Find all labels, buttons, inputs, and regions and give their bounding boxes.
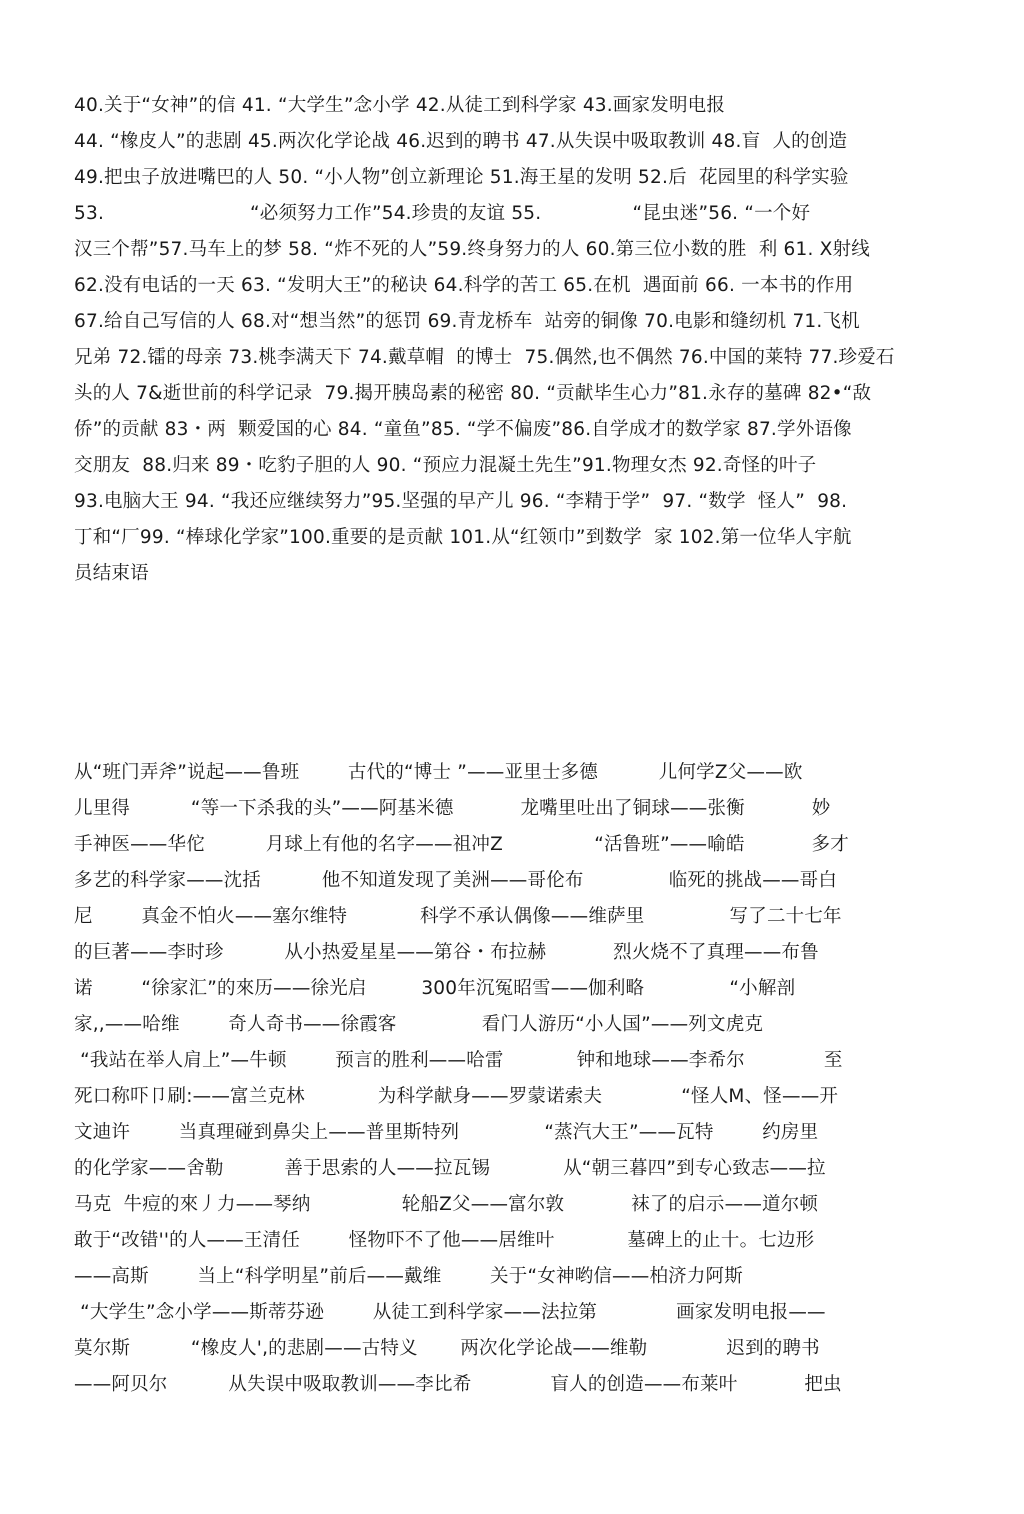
toc-line: 44. “橡皮人”的悲剧 45.两次化学论战 46.迟到的聘书 47.从失误中吸取教训 48.盲 人的创造 xyxy=(74,131,848,152)
toc-line: 侨”的贡献 83・两 颗爱国的心 84. “童鱼”85. “学不偏废”86.自学成才的数学家 87.学外语像 xyxy=(74,419,852,440)
story-line: 莫尔斯 “橡皮人',的悲剧——古特义 两次化学论战——维勒 迟到的聘书 xyxy=(74,1338,820,1359)
toc-line: 丁和“厂99. “棒球化学家”100.重要的是贡献 101.从“红领巾”到数学 家 102.第一位华人宇航 xyxy=(74,527,852,548)
toc-line: 兄弟 72.镭的母亲 73.桃李满天下 74.戴草帽 的博士 75.偶然,也不偶然 76.中国的莱特 77.珍爱石 xyxy=(74,347,895,368)
story-line: 手神医——华佗 月球上有他的名字——祖冲Z “活鲁班”——喻皓 多才 xyxy=(74,834,849,855)
story-line: 家,,——哈维 奇人奇书——徐霞客 看门人游历“小人国”——列文虎克 xyxy=(74,1014,764,1035)
toc-line: 头的人 7&逝世前的科学记录 79.揭开胰岛素的秘密 80. “贡献毕生心力”81.永存的墓碑 82•“敌 xyxy=(74,383,872,404)
toc-line: 53. “必须努力工作”54.珍贵的友谊 55. “昆虫迷”56. “一个好 xyxy=(74,203,811,224)
story-line: 文迪许 当真理碰到鼻尖上——普里斯特列 “蒸汽大王”——瓦特 约房里 xyxy=(74,1122,819,1143)
story-line: ——高斯 当上“科学明星”前后——戴维 关于“女神哟信——柏济力阿斯 xyxy=(74,1266,743,1287)
scientist-story-list xyxy=(74,755,954,1403)
story-line: 的化学家——舍勒 善于思索的人——拉瓦锡 从“朝三暮四”到专心致志——拉 xyxy=(74,1158,826,1179)
story-line: 死口称吓卩刷:——富兰克林 为科学献身——罗蒙诺索夫 “怪人M、怪——开 xyxy=(74,1086,839,1107)
story-line: 儿里得 “等一下杀我的头”——阿基米德 龙嘴里吐出了铜球——张衡 妙 xyxy=(74,798,831,819)
story-line: “大学生”念小学——斯蒂芬逊 从徒工到科学家——法拉第 画家发明电报—— xyxy=(74,1302,826,1323)
story-line: 诺 “徐家汇”的來历——徐光启 300年沉冤昭雪——伽利略 “小解剖 xyxy=(74,978,796,999)
toc-line: 49.把虫子放进嘴巴的人 50. “小人物”创立新理论 51.海王星的发明 52.后 花园里的科学实验 xyxy=(74,167,849,188)
toc-line: 员结束语 xyxy=(74,563,149,584)
story-line: 敢于“改错''的人——王清任 怪物吓不了他——居维叶 墓碑上的止十。七边形 xyxy=(74,1230,815,1251)
story-line: 马克 牛痘的來丿力——琴纳 轮船Z父——富尔敦 袜了的启示——道尔顿 xyxy=(74,1194,819,1215)
toc-line: 67.给自己写信的人 68.对“想当然”的惩罚 69.青龙桥车 站旁的铜像 70.电影和缝纫机 71.飞机 xyxy=(74,311,860,332)
story-line: “我站在举人肩上”—牛顿 预言的胜利——哈雷 钟和地球——李希尔 至 xyxy=(74,1050,843,1071)
toc-line: 93.电脑大王 94. “我还应继续努力”95.坚强的早产儿 96. “李精于学” 97. “数学 怪人” 98. xyxy=(74,491,848,512)
story-line: 尼 真金不怕火——塞尔维特 科学不承认偶像——维萨里 写了二十七年 xyxy=(74,906,842,927)
table-of-contents xyxy=(74,88,954,592)
story-line: 从“班门弄斧”说起——鲁班 古代的“博士 ”——亚里士多德 儿何学Z父——欧 xyxy=(74,762,803,783)
toc-line: 62.没有电话的一天 63. “发明大王”的秘诀 64.科学的苦工 65.在机 遇面前 66. 一本书的作用 xyxy=(74,275,854,296)
story-line: 多艺的科学家——沈括 他不知道发现了美洲——哥伦布 临死的挑战——哥白 xyxy=(74,870,838,891)
toc-line: 汉三个帮”57.马车上的梦 58. “炸不死的人”59.终身努力的人 60.第三位小数的胜 利 61. X射线 xyxy=(74,239,870,260)
toc-line: 40.关于“女神”的信 41. “大学生”念小学 42.从徒工到科学家 43.画家发明电报 xyxy=(74,95,726,116)
story-line: ——阿贝尔 从失误中吸取教训——李比希 盲人的创造——布莱叶 把虫 xyxy=(74,1374,842,1395)
story-line: 的巨著——李时珍 从小热爱星星——第谷・布拉赫 烈火烧不了真理——布鲁 xyxy=(74,942,819,963)
toc-line: 交朋友 88.归来 89・吃豹子胆的人 90. “预应力混凝土先生”91.物理女杰 92.奇怪的叶子 xyxy=(74,455,817,476)
